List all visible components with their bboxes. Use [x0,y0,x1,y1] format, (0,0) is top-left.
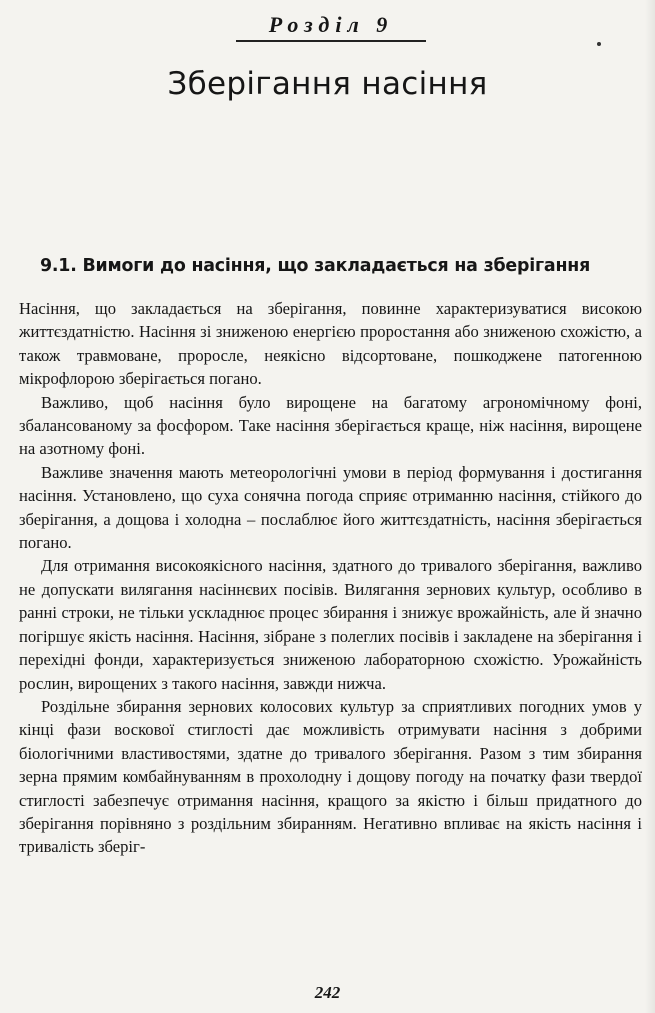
page-edge-shadow [645,0,655,1013]
paragraph: Для отримання високоякісного насіння, здатного до тривалого зберігання, важливо не допускати вилягання насіннєвих посівів. Вилягання зернових культур, особливо в ранні строки, не тільки ускладнює процес збирання і знижує врожайність, але й значно погіршує якість насіння. Насіння, зібране з полеглих посівів і закладене на зберігання і перехідні фонди, характеризується зниженою лабораторною схожістю. Урожайність рослин, вирощених з такого насіння, завжди нижча. [19,556,642,693]
paragraph: Насіння, що закладається на зберігання, повинне характеризуватися високою життєздатністю. Насіння зі зниженою енергією проростання або зниженою схожістю, а також травмоване, проросле, неякісно відсортоване, пошкоджене патогенною мікрофлорою зберігається погано. [19,299,642,389]
paragraph: Важливо, щоб насіння було вирощене на багатому агрономічному фоні, збалансованому за фосфором. Таке насіння зберігається краще, ніж насіння, вирощене на азотному фоні. [19,392,642,459]
section-heading: 9.1. Вимоги до насіння, що закладається на зберігання [40,256,591,276]
chapter-title: Зберігання насіння [167,66,488,102]
page-number: 242 [314,983,341,1002]
paragraph: Важливе значення мають метеорологічні умови в період формування і достигання насіння. Установлено, що суха сонячна погода сприяє отриманню насіння, стійкого до зберігання, а дощова і холодна – послаблює його життєздатність, насіння зберігається погано. [19,462,642,553]
body-text [19,297,642,859]
chapter-label: Розділ 9 [236,12,426,42]
paragraph: Роздільне збирання зернових колосових культур за сприятливих погодних умов у кінці фази воскової стиглості дає можливість отримувати насіння з добрими біологічними властивостями, здатне до тривалого зберігання. Разом з тим збирання зерна прямим комбайнуванням в прохолодну і дощову погоду на початку фази твердої стиглості забезпечує отримання насіння, кращого за якістю і більш придатного до зберігання порівняно з роздільним збиранням. Негативно впливає на якість насіння і тривалість зберіг- [19,696,642,857]
print-speck [597,42,601,46]
